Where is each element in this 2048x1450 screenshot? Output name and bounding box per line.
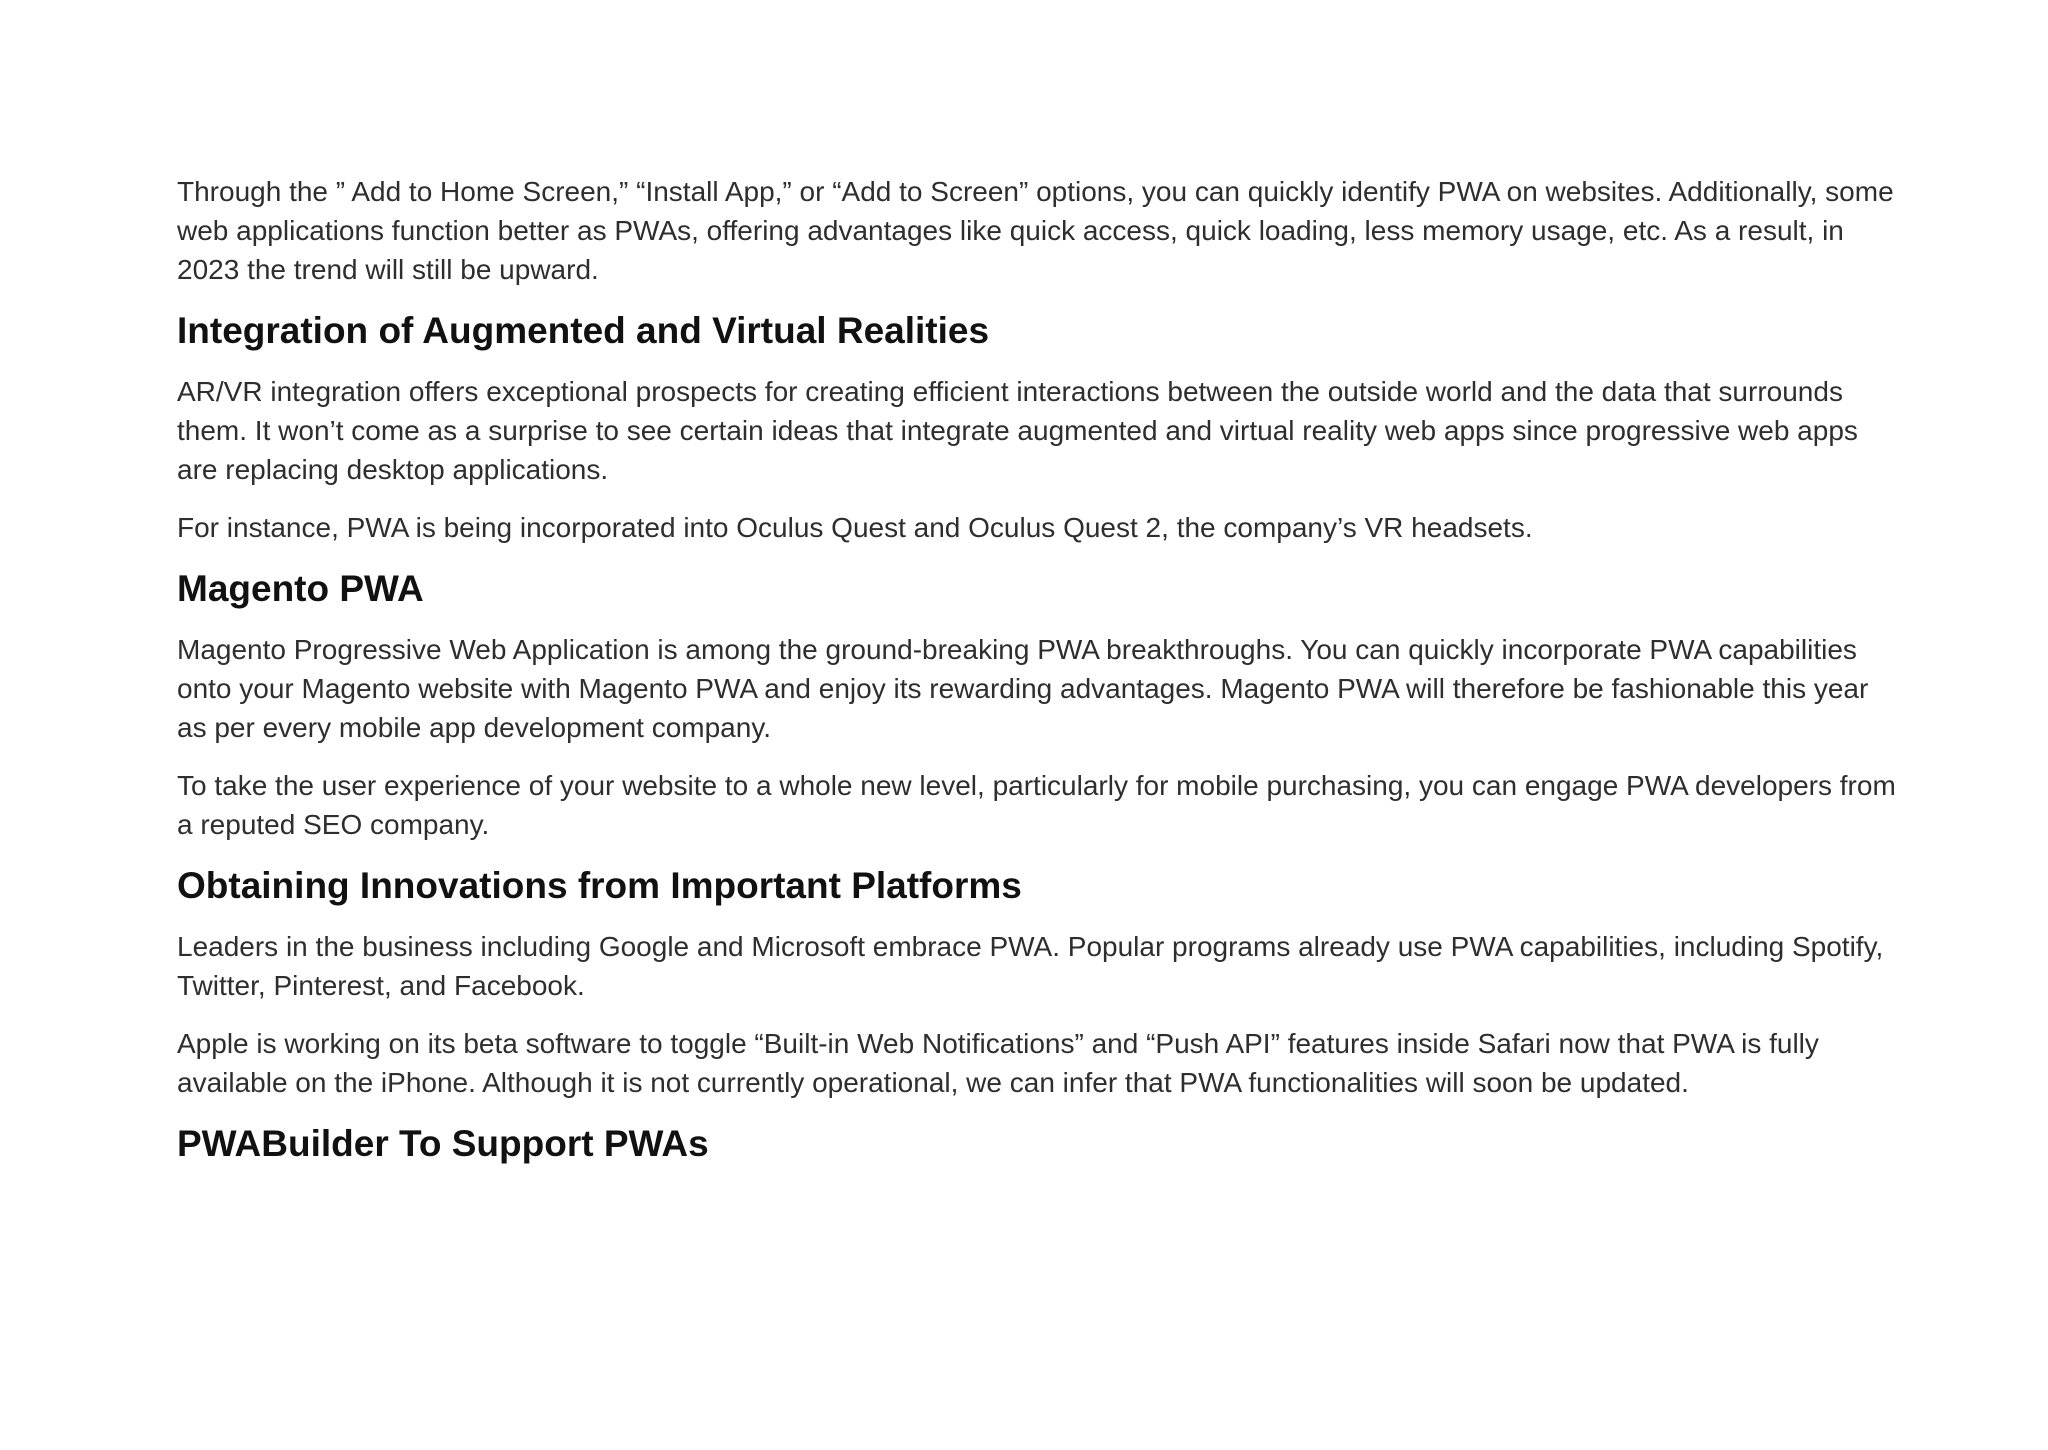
platforms-paragraph-2: Apple is working on its beta software to toggle “Built-in Web Notifications” and “Push API” features inside Safari now that PWA is fully available on the iPhone. Although it is not currently operational, we can infer that PWA functionalities will soon be updated. xyxy=(177,1028,1819,1098)
heading-magento-pwa: Magento PWA xyxy=(177,568,424,609)
document-page xyxy=(177,172,1897,1185)
magento-paragraph-2: To take the user experience of your website to a whole new level, particularly for mobile purchasing, you can engage PWA developers from a reputed SEO company. xyxy=(177,770,1896,840)
heading-pwabuilder: PWABuilder To Support PWAs xyxy=(177,1123,709,1164)
intro-paragraph: Through the ” Add to Home Screen,” “Install App,” or “Add to Screen” options, you can quickly identify PWA on websites. Additionally, some web applications function better as PWAs, offering advantages like quick access, quick loading, less memory usage, etc. As a result, in 2023 the trend will still be upward. xyxy=(177,176,1894,285)
heading-ar-vr: Integration of Augmented and Virtual Realities xyxy=(177,310,990,351)
magento-paragraph-1: Magento Progressive Web Application is among the ground-breaking PWA breakthroughs. You can quickly incorporate PWA capabilities onto your Magento website with Magento PWA and enjoy its rewarding advantages. Magento PWA will therefore be fashionable this year as per every mobile app development company. xyxy=(177,634,1869,743)
platforms-paragraph-1: Leaders in the business including Google and Microsoft embrace PWA. Popular programs already use PWA capabilities, including Spotify, Twitter, Pinterest, and Facebook. xyxy=(177,931,1884,1001)
ar-vr-paragraph-2: For instance, PWA is being incorporated into Oculus Quest and Oculus Quest 2, the company’s VR headsets. xyxy=(177,512,1533,543)
ar-vr-paragraph-1: AR/VR integration offers exceptional prospects for creating efficient interactions between the outside world and the data that surrounds them. It won’t come as a surprise to see certain ideas that integrate augmented and virtual reality web apps since progressive web apps are replacing desktop applications. xyxy=(177,376,1858,485)
heading-important-platforms: Obtaining Innovations from Important Platforms xyxy=(177,865,1022,906)
